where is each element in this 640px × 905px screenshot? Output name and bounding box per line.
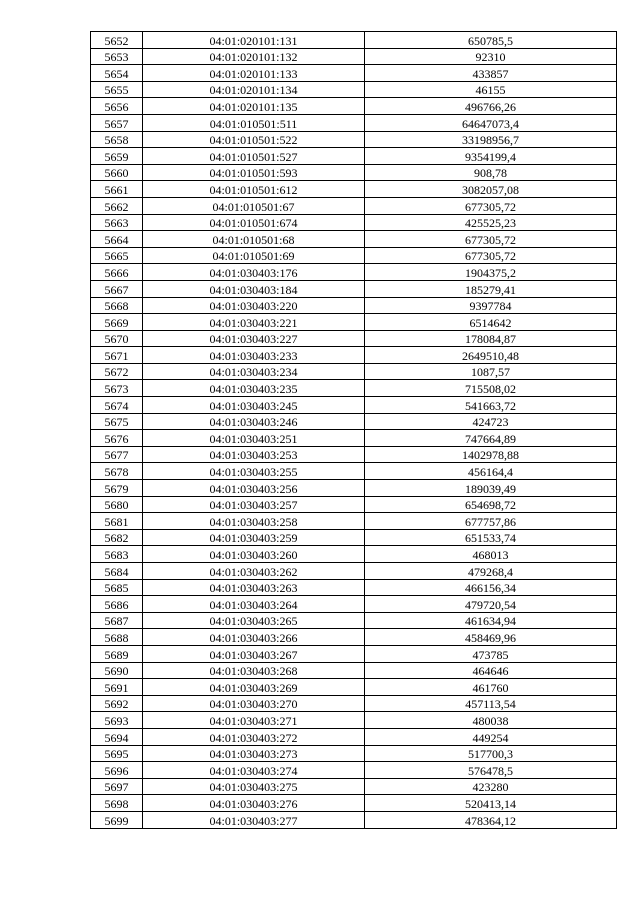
cadastral-number-cell: 04:01:020101:132 [143, 48, 365, 65]
cadastral-value-cell: 466156,34 [365, 579, 617, 596]
cadastral-value-cell: 425525,23 [365, 214, 617, 231]
row-number-cell: 5676 [91, 430, 143, 447]
row-number-cell: 5660 [91, 164, 143, 181]
table-row [91, 397, 617, 414]
table-row [91, 314, 617, 331]
row-number-cell: 5694 [91, 728, 143, 745]
table-row [91, 546, 617, 563]
cadastral-value-cell: 650785,5 [365, 32, 617, 49]
row-number-cell: 5691 [91, 679, 143, 696]
cadastral-value-cell: 473785 [365, 645, 617, 662]
cadastral-value-cell: 3082057,08 [365, 181, 617, 198]
cadastral-number-cell: 04:01:010501:522 [143, 131, 365, 148]
cadastral-number-cell: 04:01:030403:272 [143, 728, 365, 745]
row-number-cell: 5662 [91, 197, 143, 214]
row-number-cell: 5664 [91, 231, 143, 248]
row-number-cell: 5696 [91, 762, 143, 779]
table-row [91, 363, 617, 380]
cadastral-value-cell: 6514642 [365, 314, 617, 331]
table-row [91, 148, 617, 165]
cadastral-number-cell: 04:01:030403:255 [143, 463, 365, 480]
cadastral-number-cell: 04:01:030403:257 [143, 496, 365, 513]
table-row [91, 197, 617, 214]
table-row [91, 612, 617, 629]
table-row [91, 645, 617, 662]
row-number-cell: 5681 [91, 513, 143, 530]
row-number-cell: 5652 [91, 32, 143, 49]
table-row [91, 65, 617, 82]
cadastral-value-cell: 424723 [365, 413, 617, 430]
table-row [91, 795, 617, 812]
cadastral-number-cell: 04:01:030403:235 [143, 380, 365, 397]
table-row [91, 32, 617, 49]
table-row [91, 662, 617, 679]
cadastral-value-cell: 480038 [365, 712, 617, 729]
cadastral-number-cell: 04:01:010501:593 [143, 164, 365, 181]
table-row [91, 430, 617, 447]
table-row [91, 330, 617, 347]
table-row [91, 131, 617, 148]
cadastral-value-cell: 576478,5 [365, 762, 617, 779]
row-number-cell: 5673 [91, 380, 143, 397]
cadastral-value-cell: 541663,72 [365, 397, 617, 414]
row-number-cell: 5688 [91, 629, 143, 646]
row-number-cell: 5668 [91, 297, 143, 314]
table-row [91, 181, 617, 198]
row-number-cell: 5686 [91, 596, 143, 613]
table-row [91, 728, 617, 745]
cadastral-number-cell: 04:01:030403:262 [143, 563, 365, 580]
cadastral-number-cell: 04:01:030403:260 [143, 546, 365, 563]
table-body [91, 32, 617, 829]
row-number-cell: 5693 [91, 712, 143, 729]
table-row [91, 247, 617, 264]
table-row [91, 778, 617, 795]
row-number-cell: 5670 [91, 330, 143, 347]
cadastral-value-cell: 651533,74 [365, 529, 617, 546]
table-row [91, 214, 617, 231]
row-number-cell: 5677 [91, 446, 143, 463]
row-number-cell: 5659 [91, 148, 143, 165]
row-number-cell: 5682 [91, 529, 143, 546]
cadastral-value-cell: 423280 [365, 778, 617, 795]
cadastral-number-cell: 04:01:030403:259 [143, 529, 365, 546]
table-row [91, 164, 617, 181]
cadastral-number-cell: 04:01:030403:234 [143, 363, 365, 380]
cadastral-number-cell: 04:01:030403:176 [143, 264, 365, 281]
row-number-cell: 5698 [91, 795, 143, 812]
table-row [91, 264, 617, 281]
cadastral-number-cell: 04:01:030403:258 [143, 513, 365, 530]
cadastral-number-cell: 04:01:010501:511 [143, 114, 365, 131]
table-row [91, 712, 617, 729]
cadastral-value-cell: 520413,14 [365, 795, 617, 812]
row-number-cell: 5653 [91, 48, 143, 65]
cadastral-number-cell: 04:01:010501:69 [143, 247, 365, 264]
cadastral-value-cell: 1087,57 [365, 363, 617, 380]
row-number-cell: 5679 [91, 480, 143, 497]
table-row [91, 413, 617, 430]
row-number-cell: 5655 [91, 81, 143, 98]
cadastral-value-cell: 747664,89 [365, 430, 617, 447]
row-number-cell: 5661 [91, 181, 143, 198]
table-row [91, 380, 617, 397]
cadastral-value-cell: 479720,54 [365, 596, 617, 613]
cadastral-number-cell: 04:01:030403:275 [143, 778, 365, 795]
row-number-cell: 5678 [91, 463, 143, 480]
cadastral-value-cell: 464646 [365, 662, 617, 679]
table-row [91, 98, 617, 115]
cadastral-number-cell: 04:01:030403:253 [143, 446, 365, 463]
cadastral-number-cell: 04:01:030403:227 [143, 330, 365, 347]
cadastral-number-cell: 04:01:010501:674 [143, 214, 365, 231]
cadastral-number-cell: 04:01:020101:134 [143, 81, 365, 98]
cadastral-number-cell: 04:01:030403:264 [143, 596, 365, 613]
cadastral-value-cell: 1904375,2 [365, 264, 617, 281]
cadastral-value-cell: 468013 [365, 546, 617, 563]
table-row [91, 48, 617, 65]
row-number-cell: 5684 [91, 563, 143, 580]
table-row [91, 811, 617, 828]
cadastral-number-cell: 04:01:020101:133 [143, 65, 365, 82]
table-row [91, 114, 617, 131]
cadastral-number-cell: 04:01:030403:265 [143, 612, 365, 629]
cadastral-value-cell: 517700,3 [365, 745, 617, 762]
table-row [91, 579, 617, 596]
cadastral-value-cell: 457113,54 [365, 695, 617, 712]
row-number-cell: 5666 [91, 264, 143, 281]
table-row [91, 762, 617, 779]
row-number-cell: 5690 [91, 662, 143, 679]
row-number-cell: 5674 [91, 397, 143, 414]
cadastral-value-cell: 185279,41 [365, 280, 617, 297]
cadastral-value-cell: 479268,4 [365, 563, 617, 580]
cadastral-number-cell: 04:01:030403:246 [143, 413, 365, 430]
cadastral-number-cell: 04:01:030403:267 [143, 645, 365, 662]
table-row [91, 480, 617, 497]
row-number-cell: 5689 [91, 645, 143, 662]
table-row [91, 297, 617, 314]
cadastral-number-cell: 04:01:030403:274 [143, 762, 365, 779]
cadastral-number-cell: 04:01:010501:527 [143, 148, 365, 165]
cadastral-value-cell: 46155 [365, 81, 617, 98]
cadastral-number-cell: 04:01:030403:221 [143, 314, 365, 331]
table-row [91, 231, 617, 248]
table-row [91, 529, 617, 546]
cadastral-value-cell: 92310 [365, 48, 617, 65]
cadastral-value-cell: 461634,94 [365, 612, 617, 629]
cadastral-value-cell: 908,78 [365, 164, 617, 181]
cadastral-number-cell: 04:01:030403:233 [143, 347, 365, 364]
row-number-cell: 5658 [91, 131, 143, 148]
table-row [91, 695, 617, 712]
cadastral-value-cell: 433857 [365, 65, 617, 82]
cadastral-value-cell: 189039,49 [365, 480, 617, 497]
cadastral-value-cell: 496766,26 [365, 98, 617, 115]
cadastral-value-cell: 33198956,7 [365, 131, 617, 148]
row-number-cell: 5685 [91, 579, 143, 596]
cadastral-value-table [90, 31, 617, 829]
cadastral-value-cell: 178084,87 [365, 330, 617, 347]
cadastral-value-cell: 677305,72 [365, 247, 617, 264]
cadastral-value-cell: 9354199,4 [365, 148, 617, 165]
cadastral-value-cell: 9397784 [365, 297, 617, 314]
row-number-cell: 5663 [91, 214, 143, 231]
table-row [91, 745, 617, 762]
cadastral-number-cell: 04:01:030403:269 [143, 679, 365, 696]
cadastral-value-cell: 677305,72 [365, 231, 617, 248]
cadastral-number-cell: 04:01:030403:276 [143, 795, 365, 812]
row-number-cell: 5669 [91, 314, 143, 331]
row-number-cell: 5671 [91, 347, 143, 364]
cadastral-value-cell: 64647073,4 [365, 114, 617, 131]
table-row [91, 280, 617, 297]
cadastral-value-cell: 1402978,88 [365, 446, 617, 463]
row-number-cell: 5672 [91, 363, 143, 380]
cadastral-value-cell: 677305,72 [365, 197, 617, 214]
cadastral-number-cell: 04:01:030403:184 [143, 280, 365, 297]
table-row [91, 446, 617, 463]
cadastral-number-cell: 04:01:030403:266 [143, 629, 365, 646]
row-number-cell: 5683 [91, 546, 143, 563]
row-number-cell: 5675 [91, 413, 143, 430]
cadastral-value-cell: 461760 [365, 679, 617, 696]
table-row [91, 679, 617, 696]
cadastral-number-cell: 04:01:020101:135 [143, 98, 365, 115]
cadastral-number-cell: 04:01:030403:256 [143, 480, 365, 497]
cadastral-number-cell: 04:01:020101:131 [143, 32, 365, 49]
row-number-cell: 5680 [91, 496, 143, 513]
cadastral-value-cell: 478364,12 [365, 811, 617, 828]
table-row [91, 463, 617, 480]
table-row [91, 81, 617, 98]
cadastral-value-cell: 2649510,48 [365, 347, 617, 364]
table-row [91, 496, 617, 513]
row-number-cell: 5692 [91, 695, 143, 712]
cadastral-number-cell: 04:01:010501:67 [143, 197, 365, 214]
cadastral-number-cell: 04:01:010501:68 [143, 231, 365, 248]
table-row [91, 513, 617, 530]
row-number-cell: 5656 [91, 98, 143, 115]
cadastral-number-cell: 04:01:030403:251 [143, 430, 365, 447]
table-row [91, 629, 617, 646]
cadastral-number-cell: 04:01:030403:277 [143, 811, 365, 828]
cadastral-number-cell: 04:01:030403:271 [143, 712, 365, 729]
row-number-cell: 5697 [91, 778, 143, 795]
cadastral-number-cell: 04:01:010501:612 [143, 181, 365, 198]
row-number-cell: 5667 [91, 280, 143, 297]
cadastral-value-cell: 715508,02 [365, 380, 617, 397]
cadastral-number-cell: 04:01:030403:245 [143, 397, 365, 414]
row-number-cell: 5665 [91, 247, 143, 264]
cadastral-value-cell: 456164,4 [365, 463, 617, 480]
cadastral-number-cell: 04:01:030403:220 [143, 297, 365, 314]
table-row [91, 347, 617, 364]
table-row [91, 563, 617, 580]
cadastral-number-cell: 04:01:030403:270 [143, 695, 365, 712]
row-number-cell: 5657 [91, 114, 143, 131]
cadastral-value-cell: 677757,86 [365, 513, 617, 530]
cadastral-value-cell: 458469,96 [365, 629, 617, 646]
cadastral-number-cell: 04:01:030403:268 [143, 662, 365, 679]
row-number-cell: 5699 [91, 811, 143, 828]
cadastral-value-cell: 654698,72 [365, 496, 617, 513]
row-number-cell: 5687 [91, 612, 143, 629]
cadastral-number-cell: 04:01:030403:263 [143, 579, 365, 596]
cadastral-value-cell: 449254 [365, 728, 617, 745]
cadastral-number-cell: 04:01:030403:273 [143, 745, 365, 762]
row-number-cell: 5654 [91, 65, 143, 82]
table-row [91, 596, 617, 613]
row-number-cell: 5695 [91, 745, 143, 762]
